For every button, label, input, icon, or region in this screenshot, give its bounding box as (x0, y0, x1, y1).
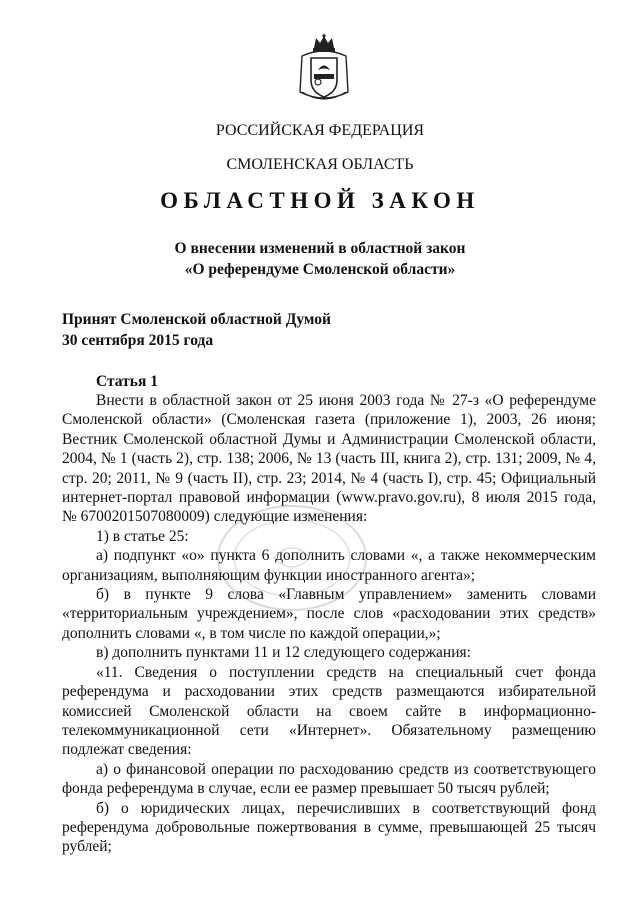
region-heading: СМОЛЕНСКАЯ ОБЛАСТЬ (226, 156, 414, 173)
article-paragraph-intro: Внести в областной закон от 25 июня 2003 года № 27-з «О референдуме Смоленской области» (Смоленская газета (приложение 1), 2003, 26 июня; Вестник Смоленской областной Думы и Администрации Смоленской области, 2004, № 1 (часть 2), стр. 138; 2006, № 13 (часть III, книга 2), стр. 131; 2009, № 4, стр. 20; 2011, № 9 (часть II), стр. 23; 2014, № 4 (часть I), стр. 45; Официальный интернет-портал правовой информации (www.pravo.gov.ru), 8 июля 2015 года, № 6700201507080009) следующие изменения: (62, 392, 596, 526)
document-type-title: ОБЛАСТНОЙ ЗАКОН (160, 188, 480, 213)
law-subtitle-line-2: «О референдуме Смоленской области» (184, 261, 456, 278)
article-paragraph-point-11: «11. Сведения о поступлении средств на специальный счет фонда референдума и расходовании этих средств размещаются избирательной комиссией Смоленской области на своем сайте в информационно-телекоммуникационной сети «Интернет». Обязательному размещению подлежат сведения: (62, 663, 596, 759)
article-paragraph-point-11-a: а) о финансовой операции по расходованию средств из соответствующего фонда референдума в случае, если ее размер превышает 50 тысяч рублей; (62, 760, 596, 798)
adoption-line-1: Принят Смоленской областной Думой (62, 311, 331, 328)
article-heading: Статья 1 (96, 373, 158, 390)
article-paragraph-point-11-b: б) о юридических лицах, перечисливших в соответствующий фонд референдума добровольные пожертвования в сумме, превышающей 25 тысяч рублей; (62, 799, 596, 856)
article-paragraph-subitem-v: в) дополнить пунктами 11 и 12 следующего содержания: (96, 644, 471, 662)
coat-of-arms-emblem (294, 34, 354, 106)
article-paragraph-subitem-b: б) в пункте 9 слова «Главным управлением» заменить словами «территориальным учреждением», после слов «расходовании этих средств» дополнить словами «, в том числе по каждой операции,»; (62, 586, 596, 642)
federation-heading: РОССИЙСКАЯ ФЕДЕРАЦИЯ (215, 122, 425, 139)
article-paragraph-subitem-a: а) подпункт «о» пункта 6 дополнить словами «, а также некоммерческим организациям, выполняющим функции иностранного агента»; (62, 547, 596, 584)
stamp-impression (212, 498, 372, 618)
article-body (62, 391, 596, 857)
law-subtitle-line-1: О внесении изменений в областной закон (174, 240, 466, 257)
article-paragraph-item-1: 1) в статье 25: (96, 527, 189, 545)
adoption-date: 30 сентября 2015 года (62, 332, 214, 349)
